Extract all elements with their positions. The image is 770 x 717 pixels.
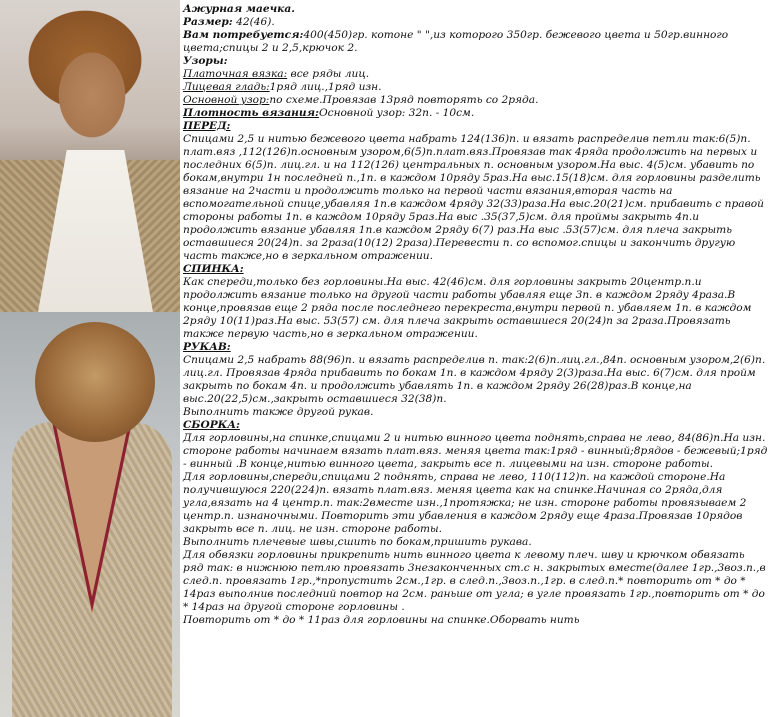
size-line	[183, 16, 768, 29]
front-text: Спицами 2,5 и нитью бежевого цвета набрать 124(136)п. и вязать распределив петли так:6(5)п. плат.вяз ,112(126)п.основным узором,6(5)п.плат.вяз.Провязав так 4ряда продолжить на первых и последних 6(5)п. лиц.гл. и на 112(126) центральных п. основным узором.На выс. 4(5)см. убавить по бокам,внутри 1н последней п.,1п. в каждом 10ряду 5раз.На выс.15(18)см. для горловины разделить вязание на 2части и продолжить только на первой части вязания,вторая часть на вспомогательной спице,убавляя 1п.в каждом 4ряду 32(33)раза.На выс.20(21)см. прибавить с правой стороны работы 1п. в каждом 10ряду 5раз.На выс .35(37,5)см. для проймы закрыть 4п.и продолжить вязание убавляя 1п.в каждом 2ряду 6(7) раз.На выс .53(57)см. для плеча закрыть оставшиеся 20(24)п. за 2раза(10(12) 2раза).Перевести п. со вспомог.спицы и закончить другую часть также,но в зеркальном отражении.	[183, 133, 764, 262]
pattern-1	[183, 68, 768, 81]
front-title: ПЕРЕД:	[183, 120, 231, 132]
pattern-2	[183, 81, 768, 94]
assembly-paragraph-2: Для горловины,спереди,спицами 2 поднять, справа не лево, 110(112)п. на каждой стороне.На получившуюся 220(224)п. вязать плат.вяз. меняя цвета как на спинке.Начиная со 2ряда,для угла,вязать на 4 центр.п. так:2вместе изн.,1протяжка; не изн. стороне работы провязываем 2 центр.п. изнаночными. Повторить эти убавления в каждом 2ряду еще 4раза.Провязав 10рядов закрыть все п. лиц. не изн. стороне работы.	[183, 471, 747, 535]
pattern-3	[183, 94, 768, 107]
patterns-label: Узоры:	[183, 55, 228, 67]
pattern-2-label: Лицевая гладь:	[183, 81, 270, 93]
doc-title: Ажурная маечка.	[183, 3, 295, 15]
photo-model-front	[0, 0, 180, 312]
pattern-1-label: Платочная вязка:	[183, 68, 288, 80]
size-value: 42(46).	[232, 16, 275, 28]
sleeve-title: РУКАВ:	[183, 341, 231, 353]
photo-column	[0, 0, 180, 717]
density-label: Плотность вязания:	[183, 107, 319, 119]
materials-line	[183, 29, 768, 55]
assembly-paragraph-4: Для обвязки горловины прикрепить нить винного цвета к левому плеч. шву и крючком обвязать ряд так: в нижнюю петлю провязать 3незаконченных ст.с н. закрытых вместе(далее 1гр.,3воз.п.,в след.п. провязать 1гр.,*пропустить 2см.,1гр. в след.п.,3воз.п.,1гр. в след.п.* повторить от * до * 14раз выполнив последний повтор на 2см. раньше от угла; в угле провязать 1гр.,повторить от * до * 14раз на другой стороне горловины .	[183, 549, 766, 613]
back-title: СПИНКА:	[183, 263, 244, 275]
pattern-1-value: все ряды лиц.	[287, 68, 370, 80]
instructions-text	[183, 3, 768, 627]
size-label: Размер:	[183, 16, 233, 28]
assembly-paragraph-5: Повторить от * до * 11раз для горловины на спинке.Оборвать нить	[183, 614, 580, 626]
sleeve-extra: Выполнить также другой рукав.	[183, 406, 374, 418]
assembly-paragraph-1: Для горловины,на спинке,спицами 2 и нитью винного цвета поднять,справа не лево, 84(86)п.На изн. стороне работы начинаем вязать плат.вяз. меняя цвета так:1ряд - винный;8рядов - бежевый;1ряд - винный .В конце,нитью винного цвета, закрыть все п. лицевыми на изн. стороне работы.	[183, 432, 768, 470]
pattern-3-label: Основной узор:	[183, 94, 270, 106]
assembly-paragraph-3: Выполнить плечевые швы,сшить по бокам,пришить рукава.	[183, 536, 532, 548]
density-value: Основной узор: 32п. - 10см.	[318, 107, 475, 119]
photo-model-back	[0, 312, 180, 717]
materials-label: Вам потребуется:	[183, 29, 304, 41]
hair	[35, 322, 155, 442]
pattern-3-value: по схеме.Провязав 13ряд повторять со 2ряда.	[269, 94, 539, 106]
sleeve-text: Спицами 2,5 набрать 88(96)п. и вязать распределив п. так:2(6)п.лиц.гл.,84п. основным узором,2(6)п. лиц.гл. Провязав 4ряда прибавить по бокам 1п. в каждом 4ряду 2(3)раза.На выс. 6(7)см. для пройм закрыть по бокам 4п. и продолжить убавлять 1п. в каждом 2ряду 26(28)раз.В конце,на выс.20(22,5)см.,закрыть оставшиеся 32(38)п.	[183, 354, 766, 405]
assembly-title: СБОРКА:	[183, 419, 240, 431]
density-line	[183, 107, 768, 120]
back-text: Как спереди,только без горловины.На выс. 42(46)см. для горловины закрыть 20центр.п.и продолжить вязание только на другой части работы убавляя еще 3п. в каждом 2ряду 4раза.В конце,провязав еще 2 ряда после последнего перекреста,внутри первой п. убавляем 1п. в каждом 2ряду 10(11)раз.На выс. 53(57) см. для плеча закрыть оставшиеся 20(24)п за 2раза.Провязать также первую часть,но в зеркальном отражении.	[183, 276, 752, 340]
materials-value: 400(450)гр. котоне " ",из которого 350гр. бежевого цвета и 50гр.винного цвета;спицы 2 и 2,5,крючок 2.	[183, 29, 729, 54]
pattern-2-value: 1ряд лиц.,1ряд изн.	[269, 81, 382, 93]
